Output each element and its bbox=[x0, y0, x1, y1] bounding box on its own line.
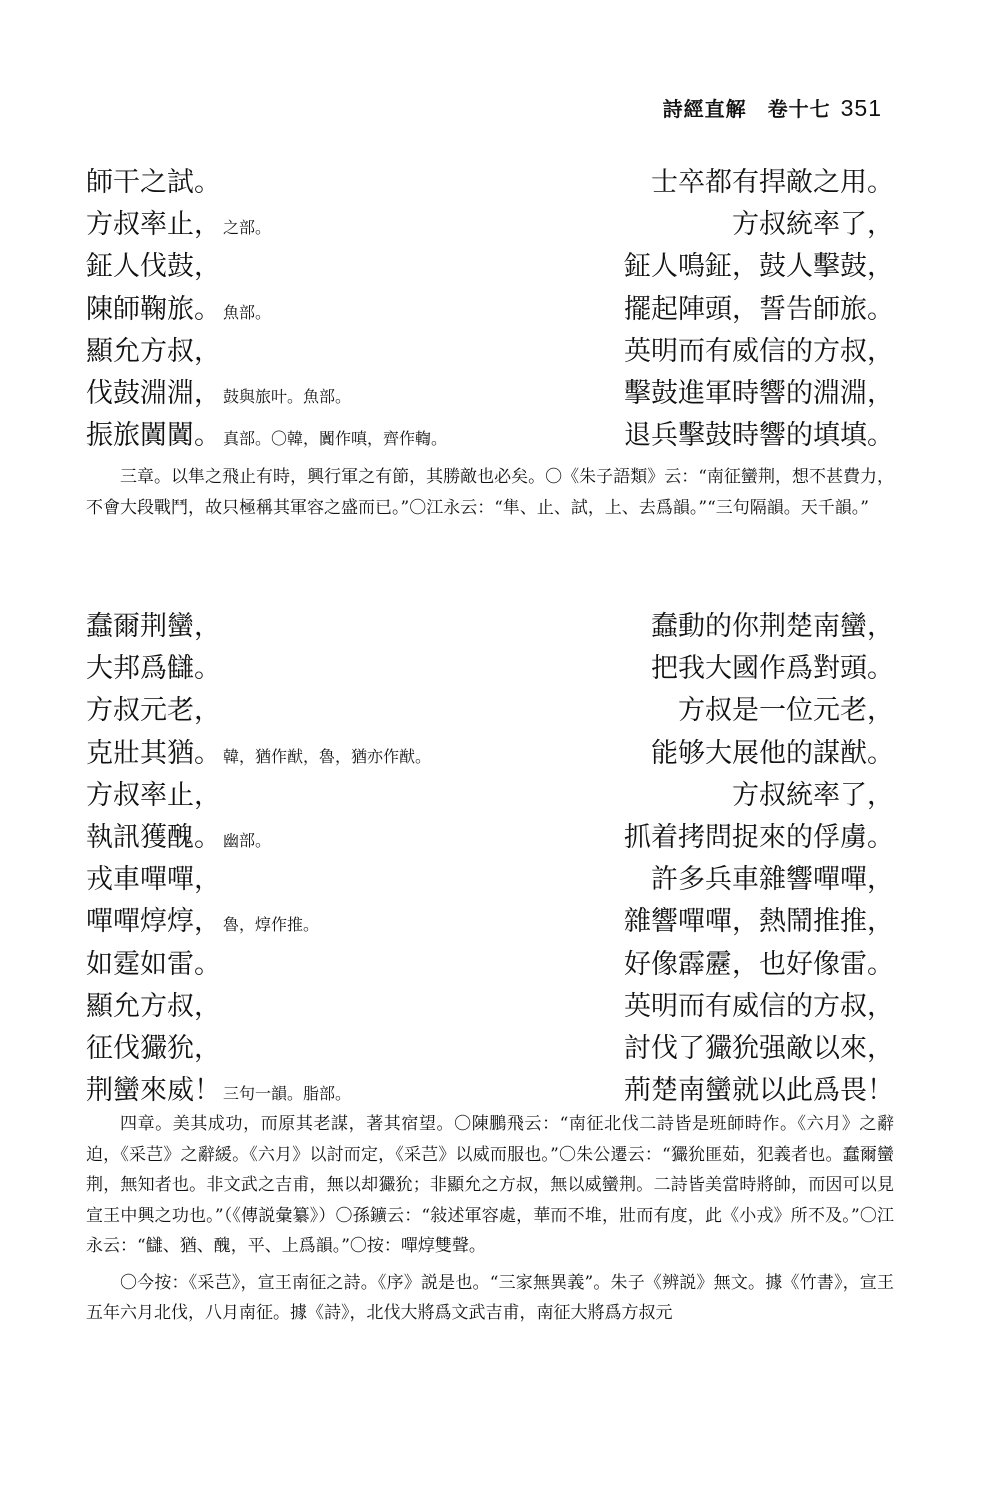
verse-original: 蠢爾荆蠻， bbox=[86, 611, 221, 642]
verse-translation: 擊鼓進軍時響的淵淵， bbox=[624, 377, 894, 409]
verse-original: 嘽嘽焞焞， bbox=[86, 906, 221, 938]
verse-translation: 蠢動的你荆楚南蠻， bbox=[651, 611, 894, 642]
verse-translation: 許多兵車雜響嘽嘽， bbox=[651, 864, 894, 896]
verse-line bbox=[86, 373, 894, 415]
verse-translation: 退兵擊鼓時響的填填。 bbox=[624, 420, 894, 452]
page-number: 351 bbox=[840, 95, 882, 121]
stanza-3 bbox=[86, 162, 894, 457]
verse-line bbox=[86, 1070, 894, 1112]
commentary-3 bbox=[86, 462, 894, 523]
verse-translation: 方叔統率了， bbox=[732, 779, 894, 811]
verse-line bbox=[86, 817, 894, 859]
verse-line bbox=[86, 162, 894, 204]
verse-line bbox=[86, 944, 894, 986]
commentary-paragraph: 三章。以隼之飛止有時，興行軍之有節，其勝敵也必矣。〇《朱子語類》云：“南征蠻荆，想不甚費力，不會大段戰鬥，故只極稱其軍容之盛而已。”〇江永云：“隼、止、試，上、去爲韻。”“三句隔韻。天千韻。” bbox=[86, 467, 894, 518]
verse-original: 如霆如雷。 bbox=[86, 948, 221, 980]
verse-line bbox=[86, 204, 894, 246]
stanza-4 bbox=[86, 606, 894, 1112]
verse-original: 鉦人伐鼓， bbox=[86, 251, 221, 283]
verse-translation: 擺起陣頭，誓告師旅。 bbox=[624, 293, 894, 325]
verse-line bbox=[86, 331, 894, 373]
verse-line bbox=[86, 606, 894, 648]
verse-translation: 討伐了玁狁强敵以來， bbox=[624, 1032, 894, 1064]
verse-translation: 把我大國作爲對頭。 bbox=[651, 653, 894, 685]
verse-note: 真部。〇韓，闐作嗔，齊作輷。 bbox=[223, 429, 448, 449]
running-title: 詩經直解 卷十七 bbox=[662, 97, 831, 121]
verse-original: 方叔率止， bbox=[86, 209, 221, 241]
verse-note: 魚部。 bbox=[223, 302, 272, 322]
verse-line bbox=[86, 1028, 894, 1070]
verse-translation: 雜響嘽嘽，熱鬧推推， bbox=[624, 906, 894, 938]
verse-original: 征伐玁狁， bbox=[86, 1032, 221, 1064]
verse-line bbox=[86, 859, 894, 901]
verse-line bbox=[86, 246, 894, 288]
verse-note: 三句一韻。脂部。 bbox=[223, 1084, 352, 1104]
page-header bbox=[663, 93, 882, 122]
verse-translation: 英明而有威信的方叔， bbox=[624, 990, 894, 1022]
verse-line bbox=[86, 690, 894, 732]
verse-original: 顯允方叔， bbox=[86, 335, 221, 367]
verse-note: 韓，猶作猷，魯，猶亦作猷。 bbox=[223, 746, 432, 766]
verse-original: 顯允方叔， bbox=[86, 990, 221, 1022]
verse-line bbox=[86, 733, 894, 775]
verse-line bbox=[86, 775, 894, 817]
verse-translation: 荊楚南蠻就以此爲畏！ bbox=[624, 1075, 894, 1107]
verse-note: 幽部。 bbox=[223, 830, 272, 850]
verse-original: 振旅闐闐。 bbox=[86, 420, 221, 452]
verse-line bbox=[86, 289, 894, 331]
verse-note: 鼓與旅叶。魚部。 bbox=[223, 386, 352, 406]
verse-translation: 方叔是一位元老， bbox=[678, 695, 894, 727]
verse-original: 大邦爲讎。 bbox=[86, 653, 221, 685]
verse-original: 方叔率止， bbox=[86, 779, 221, 811]
verse-original: 戎車嘽嘽， bbox=[86, 864, 221, 896]
verse-translation: 士卒都有捍敵之用。 bbox=[651, 167, 894, 198]
verse-original: 伐鼓淵淵， bbox=[86, 377, 221, 409]
verse-original: 陳師鞠旅。 bbox=[86, 293, 221, 325]
verse-note: 魯，焞作推。 bbox=[223, 915, 320, 935]
verse-line bbox=[86, 986, 894, 1028]
verse-line bbox=[86, 648, 894, 690]
commentary-paragraph: 四章。美其成功，而原其老謀，著其宿望。〇陳鵬飛云：“南征北伐二詩皆是班師時作。《六月》之辭迫，《采芑》之辭緩。《六月》以討而定，《采芑》以威而服也。”〇朱公遷云：“玁狁匪茹，犯義者也。蠢爾蠻荆，無知者也。非文武之吉甫，無以却玁狁；非顯允之方叔，無以威蠻荆。二詩皆美當時將帥，而因可以見宣王中興之功也。”（《傳説彙纂》）〇孫鑛云：“敍述軍容處，華而不堆，壯而有度，此《小戎》所不及。”〇江永云：“讎、猶、醜，平、上爲韻。”〇按：嘽焞雙聲。 bbox=[86, 1114, 894, 1256]
verse-original: 荆蠻來威！ bbox=[86, 1075, 221, 1107]
verse-translation: 抓着拷問捉來的俘虜。 bbox=[624, 821, 894, 853]
verse-line bbox=[86, 901, 894, 943]
verse-translation: 好像霹靂，也好像雷。 bbox=[624, 948, 894, 980]
verse-translation: 英明而有威信的方叔， bbox=[624, 335, 894, 367]
verse-translation: 鉦人鳴鉦，鼓人擊鼓， bbox=[624, 251, 894, 283]
verse-translation: 方叔統率了， bbox=[732, 209, 894, 241]
verse-original: 執訊獲醜。 bbox=[86, 821, 221, 853]
verse-original: 方叔元老， bbox=[86, 695, 221, 727]
verse-note: 之部。 bbox=[223, 218, 272, 238]
conclusion-paragraph: 〇今按：《采芑》，宣王南征之詩。《序》説是也。“三家無異義”。朱子《辨説》無文。據《竹書》，宣王五年六月北伐，八月南征。據《詩》，北伐大將爲文武吉甫，南征大將爲方叔元 bbox=[86, 1272, 894, 1323]
verse-translation: 能够大展他的謀猷。 bbox=[651, 737, 894, 769]
verse-original: 師干之試。 bbox=[86, 167, 221, 198]
verse-line bbox=[86, 415, 894, 457]
verse-original: 克壯其猶。 bbox=[86, 737, 221, 769]
commentary-4 bbox=[86, 1109, 894, 1329]
